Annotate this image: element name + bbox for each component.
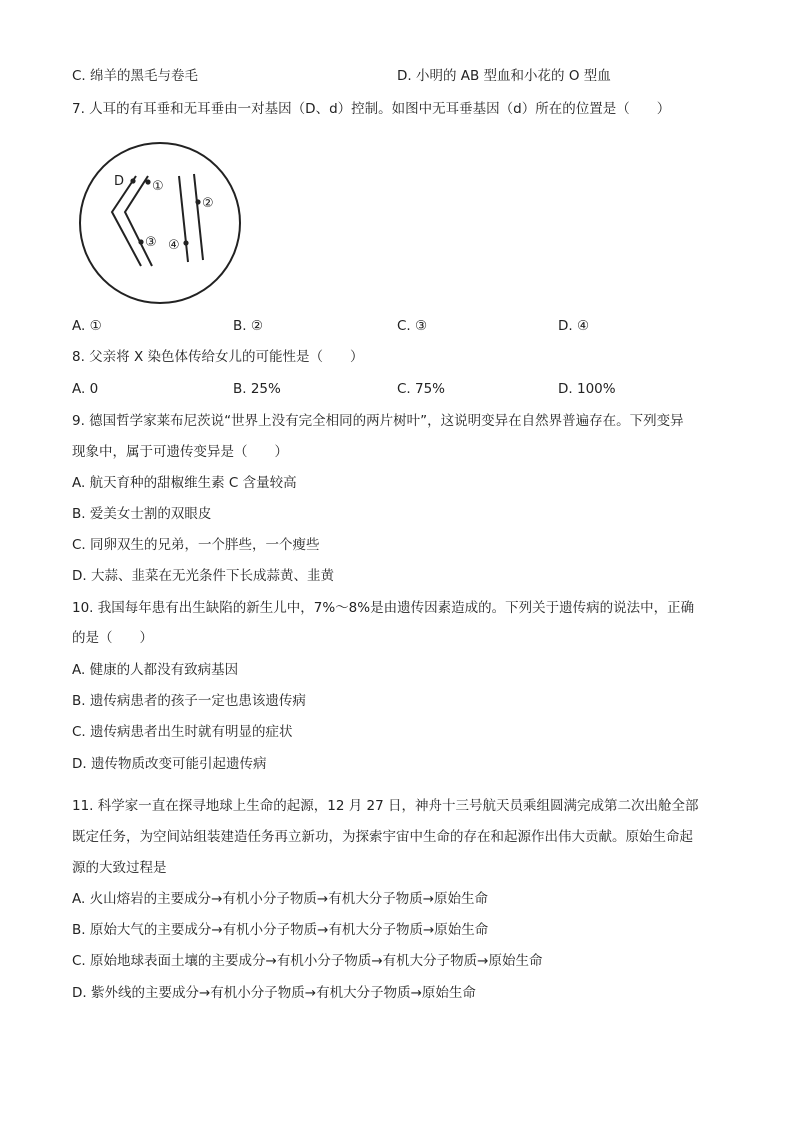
chromosome-bent-right (125, 176, 152, 266)
locus-2-dot (195, 199, 200, 204)
q8-option-c: C. 75% (397, 381, 446, 397)
q9-stem-line2: 现象中，属于可遗传变异是（ ） (72, 444, 288, 460)
q9-option-a: A. 航天育种的甜椒维生素 C 含量较高 (72, 475, 297, 491)
mark-4: ④ (168, 238, 180, 253)
q7-stem: 7. 人耳的有耳垂和无耳垂由一对基因（D、d）控制。如图中无耳垂基因（d）所在的位置是（ ） (72, 101, 671, 117)
q11-stem-line3: 源的大致过程是 (72, 860, 167, 876)
q10-option-a: A. 健康的人都没有致病基因 (72, 662, 239, 678)
chromosome-straight-left (179, 176, 188, 262)
q11-option-c: C. 原始地球表面土壤的主要成分→有机小分子物质→有机大分子物质→原始生命 (72, 953, 543, 969)
q8-stem: 8. 父亲将 X 染色体传给女儿的可能性是（ ） (72, 349, 364, 365)
mark-2: ② (202, 196, 214, 211)
locus-4-dot (183, 240, 188, 245)
q10-stem-line1: 10. 我国每年患有出生缺陷的新生儿中，7%～8%是由遗传因素造成的。下列关于遗传病的说法中，正确 (72, 600, 695, 616)
cell-outline (80, 143, 240, 303)
q7-option-d: D. ④ (558, 318, 590, 334)
q6-option-c: C. 绵羊的黑毛与卷毛 (72, 68, 199, 84)
locus-3-dot (138, 239, 143, 244)
q11-option-b: B. 原始大气的主要成分→有机小分子物质→有机大分子物质→原始生命 (72, 922, 489, 938)
chromosome-figure (78, 132, 244, 316)
mark-3: ③ (145, 235, 157, 250)
locus-D-dot (130, 178, 135, 183)
q10-option-b: B. 遗传病患者的孩子一定也患该遗传病 (72, 693, 306, 709)
q10-stem-line2: 的是（ ） (72, 630, 153, 646)
chromosome-straight-right (194, 174, 203, 260)
locus-1-dot (145, 179, 150, 184)
q11-stem-line1: 11. 科学家一直在探寻地球上生命的起源，12 月 27 日，神舟十三号航天员乘组圆满完成第二次出舱全部 (72, 798, 699, 814)
q7-option-a: A. ① (72, 318, 102, 334)
q11-stem-line2: 既定任务，为空间站组装建造任务再立新功，为探索宇宙中生命的存在和起源作出伟大贡献。原始生命起 (72, 829, 693, 845)
q6-option-d: D. 小明的 AB 型血和小花的 O 型血 (397, 68, 611, 84)
q7-option-c: C. ③ (397, 318, 428, 334)
chromosome-bent-left (112, 176, 141, 266)
q9-stem-line1: 9. 德国哲学家莱布尼茨说“世界上没有完全相同的两片树叶”，这说明变异在自然界普遍存在。下列变异 (72, 413, 684, 429)
q8-option-b: B. 25% (233, 381, 281, 397)
q10-option-d: D. 遗传物质改变可能引起遗传病 (72, 756, 267, 772)
q8-option-d: D. 100% (558, 381, 616, 397)
q7-option-b: B. ② (233, 318, 263, 334)
q9-option-c: C. 同卵双生的兄弟，一个胖些，一个瘦些 (72, 537, 320, 553)
q11-option-a: A. 火山熔岩的主要成分→有机小分子物质→有机大分子物质→原始生命 (72, 891, 489, 907)
q10-option-c: C. 遗传病患者出生时就有明显的症状 (72, 724, 293, 740)
mark-1: ① (152, 179, 164, 194)
q8-option-a: A. 0 (72, 381, 99, 397)
gene-label-D: D (114, 174, 125, 189)
q11-option-d: D. 紫外线的主要成分→有机小分子物质→有机大分子物质→原始生命 (72, 985, 476, 1001)
q9-option-d: D. 大蒜、韭菜在无光条件下长成蒜黄、韭黄 (72, 568, 334, 584)
q9-option-b: B. 爱美女士割的双眼皮 (72, 506, 212, 522)
